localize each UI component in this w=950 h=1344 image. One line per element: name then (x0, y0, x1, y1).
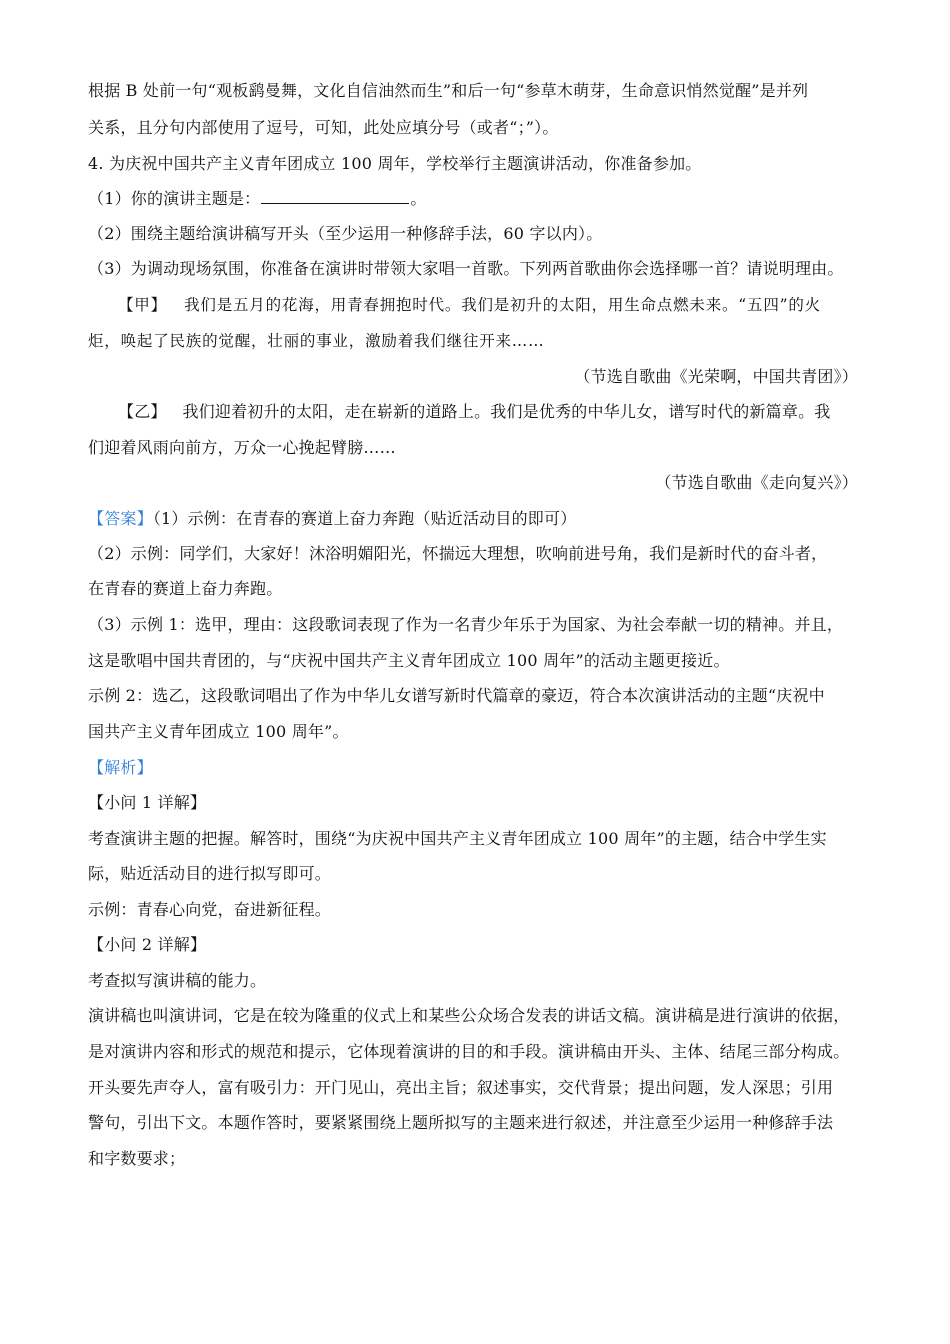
analysis-2-line-f: 和字数要求； (88, 1149, 186, 1168)
sub-question-2-tag: 【小问 2 详解】 (88, 935, 207, 954)
lyric-yi-tag: 【乙】 (118, 402, 167, 421)
analysis-2-line-d: 开头要先声夺人，富有吸引力：开门见山，亮出主旨；叙述事实，交代背景；提出问题，发人深思；引用 (88, 1078, 834, 1097)
question-4-1 (88, 188, 427, 210)
lyric-jia-tag: 【甲】 (118, 296, 167, 314)
text-line: 根据 B 处前一句“观板鹞曼舞，文化自信油然而生”和后一句“参草木萌芽，生命意识悄然觉醒”是并列 (88, 81, 809, 100)
lyric-yi-line-2: 们迎着风雨向前方，万众一心挽起臂膀…… (88, 438, 396, 457)
text-line: 关系，且分句内部使用了逗号，可知，此处应填分号（或者“；”）。 (88, 118, 559, 137)
lyric-yi-line-1: 【乙】 我们迎着初升的太阳，走在崭新的道路上。我们是优秀的中华儿女，谱写时代的新篇章。我 (118, 402, 831, 421)
answer-line-1: 【答案】（1）示例：在青春的赛道上奋力奔跑（贴近活动目的即可） (88, 509, 577, 528)
answer-tag: 【答案】 (88, 509, 153, 528)
analysis-1-line-b: 际，贴近活动目的进行拟写即可。 (88, 864, 332, 883)
answer-line-3d: 国共产主义青年团成立 100 周年”。 (88, 722, 349, 741)
lyric-yi-source: （节选自歌曲《走向复兴》） (655, 473, 858, 492)
answer-line-3b: 这是歌唱中国共青团的，与“庆祝中国共产主义青年团成立 100 周年”的活动主题更接近。 (88, 651, 730, 670)
question-4-1-end: 。 (410, 189, 427, 208)
analysis-2-line-b: 演讲稿也叫演讲词，它是在较为隆重的仪式上和某些公众场合发表的讲话文稿。演讲稿是进行演讲的依据， (88, 1006, 850, 1025)
answer-line-3a: （3）示例 1：选甲，理由：这段歌词表现了作为一名青少年乐于为国家、为社会奉献一切的精神。并且， (88, 615, 844, 634)
question-4-2: （2）围绕主题给演讲稿写开头（至少运用一种修辞手法，60 字以内）。 (88, 224, 603, 243)
question-4-3: （3）为调动现场氛围，你准备在演讲时带领大家唱一首歌。下列两首歌曲你会选择哪一首？请说明理由。 (88, 259, 844, 278)
lyric-jia-line-1: 【甲】 我们是五月的花海，用青春拥抱时代。我们是初升的太阳，用生命点燃未来。“五四”的火 (118, 296, 821, 314)
analysis-2-line-c: 是对演讲内容和形式的规范和提示，它体现着演讲的目的和手段。演讲稿由开头、主体、结尾三部分构成。 (88, 1042, 850, 1061)
sub-question-1-tag: 【小问 1 详解】 (88, 793, 207, 812)
analysis-tag: 【解析】 (88, 758, 153, 777)
analysis-2-line-e: 警句，引出下文。本题作答时，要紧紧围绕上题所拟写的主题来进行叙述，并注意至少运用一种修辞手法 (88, 1113, 834, 1132)
answer-line-2b: 在青春的赛道上奋力奔跑。 (88, 579, 283, 598)
answer-blank (261, 189, 409, 204)
analysis-1-line-a: 考查演讲主题的把握。解答时，围绕“为庆祝中国共产主义青年团成立 100 周年”的主题，结合中学生实 (88, 829, 827, 848)
lyric-jia-line-2: 炬，唤起了民族的觉醒，壮丽的事业，激励着我们继往开来…… (88, 332, 545, 350)
question-4-1-prompt: （1）你的演讲主题是： (88, 189, 261, 208)
lyric-jia-source: （节选自歌曲《光荣啊，中国共青团》） (574, 367, 858, 386)
analysis-2-line-a: 考查拟写演讲稿的能力。 (88, 971, 267, 990)
question-4-stem: 4. 为庆祝中国共产主义青年团成立 100 周年，学校举行主题演讲活动，你准备参加。 (88, 154, 702, 173)
answer-line-2a: （2）示例：同学们，大家好！沐浴明媚阳光，怀揣远大理想，吹响前进号角，我们是新时代的奋斗者， (88, 544, 828, 563)
answer-line-3c: 示例 2：选乙，这段歌词唱出了作为中华儿女谱写新时代篇章的豪迈，符合本次演讲活动的主题“庆祝中 (88, 686, 825, 705)
analysis-1-line-c: 示例：青春心向党，奋进新征程。 (88, 900, 332, 919)
